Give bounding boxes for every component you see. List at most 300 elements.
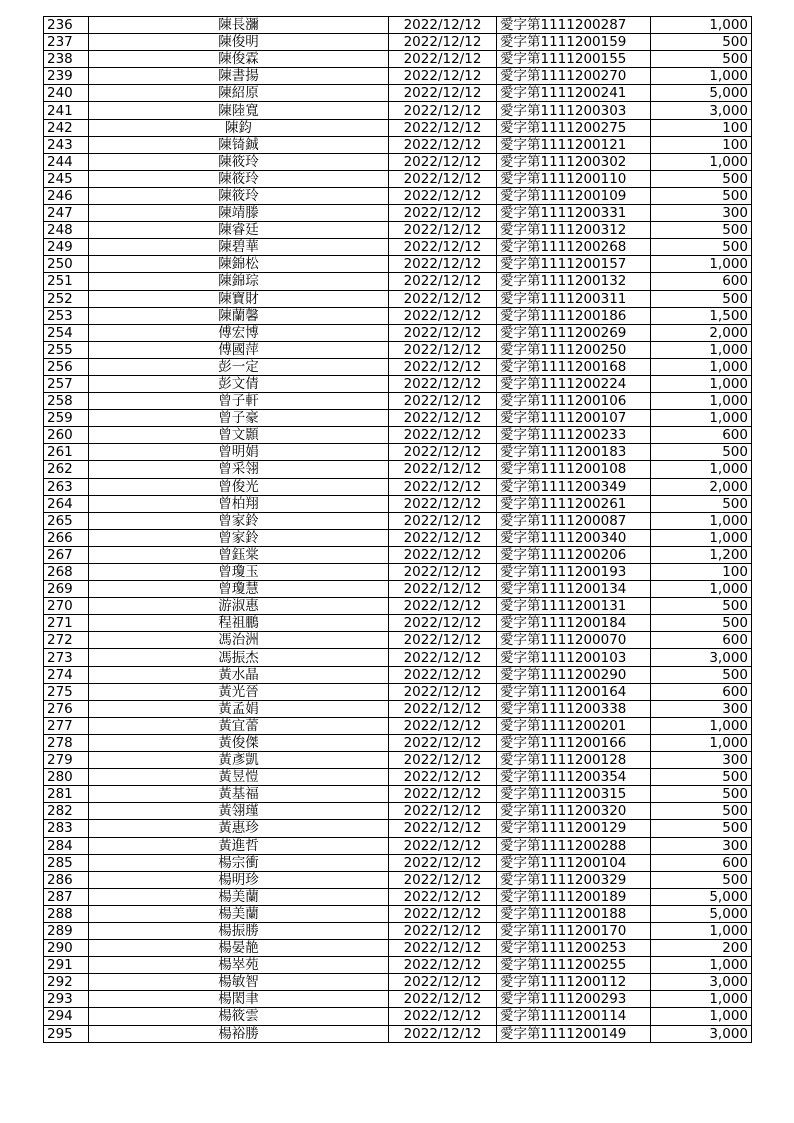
- row-number: 258: [44, 393, 89, 410]
- donation-date: 2022/12/12: [389, 803, 497, 820]
- donor-name: 陳筱玲: [89, 153, 389, 170]
- donation-date: 2022/12/12: [389, 290, 497, 307]
- donation-amount: 100: [651, 136, 752, 153]
- donation-amount: 500: [651, 598, 752, 615]
- table-row: [44, 546, 752, 563]
- row-number: 241: [44, 102, 89, 119]
- donation-amount: 5,000: [651, 905, 752, 922]
- table-row: [44, 871, 752, 888]
- donor-name: 陳紹原: [89, 85, 389, 102]
- receipt-number: 愛字第1111200166: [497, 734, 651, 751]
- donation-date: 2022/12/12: [389, 34, 497, 51]
- table-row: [44, 85, 752, 102]
- receipt-number: 愛字第1111200164: [497, 683, 651, 700]
- receipt-number: 愛字第1111200340: [497, 529, 651, 546]
- donor-name: 馮治洲: [89, 632, 389, 649]
- receipt-number: 愛字第1111200131: [497, 598, 651, 615]
- donation-date: 2022/12/12: [389, 85, 497, 102]
- receipt-number: 愛字第1111200103: [497, 649, 651, 666]
- row-number: 282: [44, 803, 89, 820]
- donation-amount: 500: [651, 290, 752, 307]
- receipt-number: 愛字第1111200109: [497, 187, 651, 204]
- donation-date: 2022/12/12: [389, 700, 497, 717]
- donor-name: 黃宜蕾: [89, 717, 389, 734]
- donor-name: 游淑惠: [89, 598, 389, 615]
- table-row: [44, 632, 752, 649]
- donation-amount: 2,000: [651, 478, 752, 495]
- donation-amount: 1,000: [651, 581, 752, 598]
- receipt-number: 愛字第1111200155: [497, 51, 651, 68]
- row-number: 275: [44, 683, 89, 700]
- donor-name: 楊敏智: [89, 974, 389, 991]
- receipt-number: 愛字第1111200134: [497, 581, 651, 598]
- donation-amount: 1,000: [651, 717, 752, 734]
- row-number: 244: [44, 153, 89, 170]
- donation-date: 2022/12/12: [389, 666, 497, 683]
- receipt-number: 愛字第1111200184: [497, 615, 651, 632]
- row-number: 274: [44, 666, 89, 683]
- donation-date: 2022/12/12: [389, 769, 497, 786]
- donation-date: 2022/12/12: [389, 940, 497, 957]
- donor-name: 陳俊霖: [89, 51, 389, 68]
- donor-name: 曾瓊慧: [89, 581, 389, 598]
- table-row: [44, 991, 752, 1008]
- donation-date: 2022/12/12: [389, 358, 497, 375]
- table-row: [44, 1008, 752, 1025]
- donation-date: 2022/12/12: [389, 991, 497, 1008]
- row-number: 273: [44, 649, 89, 666]
- receipt-number: 愛字第1111200349: [497, 478, 651, 495]
- donation-date: 2022/12/12: [389, 1025, 497, 1042]
- table-row: [44, 512, 752, 529]
- receipt-number: 愛字第1111200121: [497, 136, 651, 153]
- receipt-number: 愛字第1111200108: [497, 461, 651, 478]
- donation-date: 2022/12/12: [389, 974, 497, 991]
- donor-name: 黃昱愷: [89, 769, 389, 786]
- donation-date: 2022/12/12: [389, 256, 497, 273]
- donor-name: 楊閎聿: [89, 991, 389, 1008]
- table-row: [44, 974, 752, 991]
- donation-amount: 1,000: [651, 957, 752, 974]
- donor-name: 曾子豪: [89, 410, 389, 427]
- row-number: 260: [44, 427, 89, 444]
- receipt-number: 愛字第1111200250: [497, 341, 651, 358]
- donor-name: 陳蘭馨: [89, 307, 389, 324]
- row-number: 291: [44, 957, 89, 974]
- donation-date: 2022/12/12: [389, 51, 497, 68]
- donation-amount: 500: [651, 170, 752, 187]
- row-number: 247: [44, 205, 89, 222]
- donation-amount: 100: [651, 564, 752, 581]
- row-number: 292: [44, 974, 89, 991]
- donor-name: 陳筱玲: [89, 187, 389, 204]
- donation-amount: 1,000: [651, 68, 752, 85]
- receipt-number: 愛字第1111200354: [497, 769, 651, 786]
- donation-amount: 500: [651, 803, 752, 820]
- donation-amount: 500: [651, 786, 752, 803]
- receipt-number: 愛字第1111200106: [497, 393, 651, 410]
- receipt-number: 愛字第1111200287: [497, 17, 651, 34]
- row-number: 271: [44, 615, 89, 632]
- donation-date: 2022/12/12: [389, 102, 497, 119]
- donor-name: 曾瓊玉: [89, 564, 389, 581]
- donation-amount: 500: [651, 34, 752, 51]
- donation-amount: 1,000: [651, 375, 752, 392]
- row-number: 238: [44, 51, 89, 68]
- donation-amount: 200: [651, 940, 752, 957]
- donor-name: 陳寶財: [89, 290, 389, 307]
- row-number: 293: [44, 991, 89, 1008]
- table-row: [44, 769, 752, 786]
- table-row: [44, 734, 752, 751]
- table-row: [44, 273, 752, 290]
- receipt-number: 愛字第1111200233: [497, 427, 651, 444]
- donation-date: 2022/12/12: [389, 786, 497, 803]
- donor-name: 曾俊光: [89, 478, 389, 495]
- receipt-number: 愛字第1111200320: [497, 803, 651, 820]
- donation-amount: 1,000: [651, 461, 752, 478]
- row-number: 245: [44, 170, 89, 187]
- receipt-number: 愛字第1111200268: [497, 239, 651, 256]
- donation-amount: 5,000: [651, 888, 752, 905]
- donation-date: 2022/12/12: [389, 17, 497, 34]
- donation-date: 2022/12/12: [389, 564, 497, 581]
- row-number: 283: [44, 820, 89, 837]
- donation-amount: 1,000: [651, 529, 752, 546]
- donation-amount: 3,000: [651, 1025, 752, 1042]
- row-number: 267: [44, 546, 89, 563]
- donation-date: 2022/12/12: [389, 324, 497, 341]
- donation-date: 2022/12/12: [389, 444, 497, 461]
- donation-date: 2022/12/12: [389, 375, 497, 392]
- row-number: 285: [44, 854, 89, 871]
- donation-date: 2022/12/12: [389, 957, 497, 974]
- receipt-number: 愛字第1111200206: [497, 546, 651, 563]
- receipt-number: 愛字第1111200329: [497, 871, 651, 888]
- row-number: 249: [44, 239, 89, 256]
- receipt-number: 愛字第1111200087: [497, 512, 651, 529]
- donation-date: 2022/12/12: [389, 119, 497, 136]
- receipt-number: 愛字第1111200168: [497, 358, 651, 375]
- donation-amount: 5,000: [651, 85, 752, 102]
- table-row: [44, 153, 752, 170]
- row-number: 280: [44, 769, 89, 786]
- donation-date: 2022/12/12: [389, 153, 497, 170]
- table-row: [44, 307, 752, 324]
- donation-date: 2022/12/12: [389, 649, 497, 666]
- receipt-number: 愛字第1111200288: [497, 837, 651, 854]
- donation-date: 2022/12/12: [389, 752, 497, 769]
- donation-amount: 1,200: [651, 546, 752, 563]
- donation-amount: 500: [651, 51, 752, 68]
- table-row: [44, 444, 752, 461]
- row-number: 278: [44, 734, 89, 751]
- donation-date: 2022/12/12: [389, 495, 497, 512]
- donation-amount: 500: [651, 666, 752, 683]
- donor-name: 黃孟娟: [89, 700, 389, 717]
- row-number: 295: [44, 1025, 89, 1042]
- donor-name: 楊裕勝: [89, 1025, 389, 1042]
- row-number: 269: [44, 581, 89, 598]
- row-number: 248: [44, 222, 89, 239]
- donation-date: 2022/12/12: [389, 1008, 497, 1025]
- table-row: [44, 581, 752, 598]
- row-number: 287: [44, 888, 89, 905]
- receipt-number: 愛字第1111200189: [497, 888, 651, 905]
- table-row: [44, 222, 752, 239]
- donation-date: 2022/12/12: [389, 837, 497, 854]
- donation-amount: 1,000: [651, 410, 752, 427]
- donation-date: 2022/12/12: [389, 239, 497, 256]
- donation-amount: 1,000: [651, 734, 752, 751]
- donor-name: 陳鈞: [89, 119, 389, 136]
- table-row: [44, 410, 752, 427]
- donation-date: 2022/12/12: [389, 187, 497, 204]
- table-row: [44, 34, 752, 51]
- row-number: 286: [44, 871, 89, 888]
- row-number: 270: [44, 598, 89, 615]
- donor-name: 曾文顥: [89, 427, 389, 444]
- donor-name: 曾明娟: [89, 444, 389, 461]
- row-number: 294: [44, 1008, 89, 1025]
- donation-date: 2022/12/12: [389, 529, 497, 546]
- table-row: [44, 1025, 752, 1042]
- donation-date: 2022/12/12: [389, 341, 497, 358]
- donor-name: 陳俊明: [89, 34, 389, 51]
- donation-amount: 3,000: [651, 974, 752, 991]
- table-row: [44, 854, 752, 871]
- row-number: 255: [44, 341, 89, 358]
- donor-name: 陳長瀰: [89, 17, 389, 34]
- donation-amount: 600: [651, 683, 752, 700]
- donation-amount: 300: [651, 752, 752, 769]
- donation-date: 2022/12/12: [389, 615, 497, 632]
- donor-name: 陳書揚: [89, 68, 389, 85]
- donation-amount: 300: [651, 837, 752, 854]
- donation-amount: 1,000: [651, 358, 752, 375]
- receipt-number: 愛字第1111200261: [497, 495, 651, 512]
- donor-name: 楊美蘭: [89, 888, 389, 905]
- donation-date: 2022/12/12: [389, 461, 497, 478]
- donor-name: 陳筱玲: [89, 170, 389, 187]
- donor-name: 黃惠珍: [89, 820, 389, 837]
- row-number: 290: [44, 940, 89, 957]
- donation-amount: 2,000: [651, 324, 752, 341]
- donor-name: 黃俊傑: [89, 734, 389, 751]
- donation-amount: 1,500: [651, 307, 752, 324]
- receipt-number: 愛字第1111200129: [497, 820, 651, 837]
- donation-date: 2022/12/12: [389, 393, 497, 410]
- donor-name: 楊晏靘: [89, 940, 389, 957]
- donation-amount: 500: [651, 222, 752, 239]
- receipt-number: 愛字第1111200110: [497, 170, 651, 187]
- donation-amount: 500: [651, 871, 752, 888]
- table-row: [44, 393, 752, 410]
- donation-amount: 1,000: [651, 153, 752, 170]
- donation-amount: 100: [651, 119, 752, 136]
- receipt-number: 愛字第1111200303: [497, 102, 651, 119]
- row-number: 240: [44, 85, 89, 102]
- donation-table-body: [44, 17, 752, 1043]
- donation-amount: 600: [651, 854, 752, 871]
- row-number: 252: [44, 290, 89, 307]
- donation-amount: 500: [651, 187, 752, 204]
- donation-date: 2022/12/12: [389, 905, 497, 922]
- donation-date: 2022/12/12: [389, 427, 497, 444]
- table-row: [44, 461, 752, 478]
- receipt-number: 愛字第1111200193: [497, 564, 651, 581]
- donor-name: 馮振杰: [89, 649, 389, 666]
- donor-name: 黃基福: [89, 786, 389, 803]
- receipt-number: 愛字第1111200107: [497, 410, 651, 427]
- receipt-number: 愛字第1111200275: [497, 119, 651, 136]
- table-row: [44, 700, 752, 717]
- donation-amount: 1,000: [651, 922, 752, 939]
- table-row: [44, 683, 752, 700]
- row-number: 243: [44, 136, 89, 153]
- donor-name: 黃光晉: [89, 683, 389, 700]
- donor-name: 彭文倩: [89, 375, 389, 392]
- donation-amount: 500: [651, 495, 752, 512]
- receipt-number: 愛字第1111200149: [497, 1025, 651, 1042]
- receipt-number: 愛字第1111200224: [497, 375, 651, 392]
- donation-amount: 1,000: [651, 256, 752, 273]
- donor-name: 曾家鈴: [89, 512, 389, 529]
- table-row: [44, 17, 752, 34]
- receipt-number: 愛字第1111200070: [497, 632, 651, 649]
- table-row: [44, 615, 752, 632]
- donation-amount: 500: [651, 615, 752, 632]
- row-number: 254: [44, 324, 89, 341]
- row-number: 246: [44, 187, 89, 204]
- donor-name: 傅宏博: [89, 324, 389, 341]
- receipt-number: 愛字第1111200112: [497, 974, 651, 991]
- table-row: [44, 564, 752, 581]
- row-number: 236: [44, 17, 89, 34]
- row-number: 279: [44, 752, 89, 769]
- table-row: [44, 649, 752, 666]
- table-row: [44, 940, 752, 957]
- donor-name: 曾柏翔: [89, 495, 389, 512]
- donor-name: 黃彥凱: [89, 752, 389, 769]
- table-row: [44, 256, 752, 273]
- table-row: [44, 205, 752, 222]
- receipt-number: 愛字第1111200293: [497, 991, 651, 1008]
- donation-date: 2022/12/12: [389, 717, 497, 734]
- row-number: 251: [44, 273, 89, 290]
- table-row: [44, 888, 752, 905]
- row-number: 289: [44, 922, 89, 939]
- donation-date: 2022/12/12: [389, 512, 497, 529]
- row-number: 242: [44, 119, 89, 136]
- receipt-number: 愛字第1111200290: [497, 666, 651, 683]
- receipt-number: 愛字第1111200311: [497, 290, 651, 307]
- donation-date: 2022/12/12: [389, 598, 497, 615]
- row-number: 288: [44, 905, 89, 922]
- donor-name: 陳睿廷: [89, 222, 389, 239]
- table-row: [44, 752, 752, 769]
- donor-name: 黃進哲: [89, 837, 389, 854]
- table-row: [44, 119, 752, 136]
- donor-name: 曾采翎: [89, 461, 389, 478]
- donation-amount: 1,000: [651, 393, 752, 410]
- receipt-number: 愛字第1111200128: [497, 752, 651, 769]
- table-row: [44, 187, 752, 204]
- table-row: [44, 478, 752, 495]
- receipt-number: 愛字第1111200270: [497, 68, 651, 85]
- table-row: [44, 170, 752, 187]
- donation-date: 2022/12/12: [389, 546, 497, 563]
- donation-table: [43, 16, 752, 1043]
- table-row: [44, 786, 752, 803]
- receipt-number: 愛字第1111200188: [497, 905, 651, 922]
- donor-name: 黃翎瑾: [89, 803, 389, 820]
- receipt-number: 愛字第1111200269: [497, 324, 651, 341]
- receipt-number: 愛字第1111200186: [497, 307, 651, 324]
- row-number: 276: [44, 700, 89, 717]
- donation-amount: 300: [651, 205, 752, 222]
- table-row: [44, 922, 752, 939]
- receipt-number: 愛字第1111200315: [497, 786, 651, 803]
- donation-amount: 600: [651, 427, 752, 444]
- row-number: 262: [44, 461, 89, 478]
- receipt-number: 愛字第1111200201: [497, 717, 651, 734]
- donor-name: 陳錦琮: [89, 273, 389, 290]
- receipt-number: 愛字第1111200255: [497, 957, 651, 974]
- donor-name: 陳锜鋮: [89, 136, 389, 153]
- row-number: 253: [44, 307, 89, 324]
- table-row: [44, 358, 752, 375]
- row-number: 256: [44, 358, 89, 375]
- table-row: [44, 102, 752, 119]
- table-row: [44, 529, 752, 546]
- donor-name: 楊振勝: [89, 922, 389, 939]
- table-row: [44, 495, 752, 512]
- receipt-number: 愛字第1111200157: [497, 256, 651, 273]
- donor-name: 程祖鵬: [89, 615, 389, 632]
- row-number: 250: [44, 256, 89, 273]
- row-number: 259: [44, 410, 89, 427]
- donation-amount: 500: [651, 444, 752, 461]
- receipt-number: 愛字第1111200159: [497, 34, 651, 51]
- donation-date: 2022/12/12: [389, 632, 497, 649]
- donor-name: 黃水晶: [89, 666, 389, 683]
- donation-date: 2022/12/12: [389, 581, 497, 598]
- donor-name: 曾鈺棠: [89, 546, 389, 563]
- table-row: [44, 837, 752, 854]
- donor-name: 彭一定: [89, 358, 389, 375]
- receipt-number: 愛字第1111200170: [497, 922, 651, 939]
- receipt-number: 愛字第1111200331: [497, 205, 651, 222]
- row-number: 257: [44, 375, 89, 392]
- row-number: 237: [44, 34, 89, 51]
- donor-name: 傅國萍: [89, 341, 389, 358]
- row-number: 281: [44, 786, 89, 803]
- table-row: [44, 290, 752, 307]
- donation-date: 2022/12/12: [389, 871, 497, 888]
- donor-name: 陳錦松: [89, 256, 389, 273]
- donation-date: 2022/12/12: [389, 683, 497, 700]
- table-row: [44, 51, 752, 68]
- receipt-number: 愛字第1111200104: [497, 854, 651, 871]
- donation-date: 2022/12/12: [389, 478, 497, 495]
- donor-name: 楊明珍: [89, 871, 389, 888]
- donation-date: 2022/12/12: [389, 410, 497, 427]
- row-number: 239: [44, 68, 89, 85]
- donor-name: 陳靖滕: [89, 205, 389, 222]
- donation-amount: 1,000: [651, 512, 752, 529]
- donation-amount: 500: [651, 239, 752, 256]
